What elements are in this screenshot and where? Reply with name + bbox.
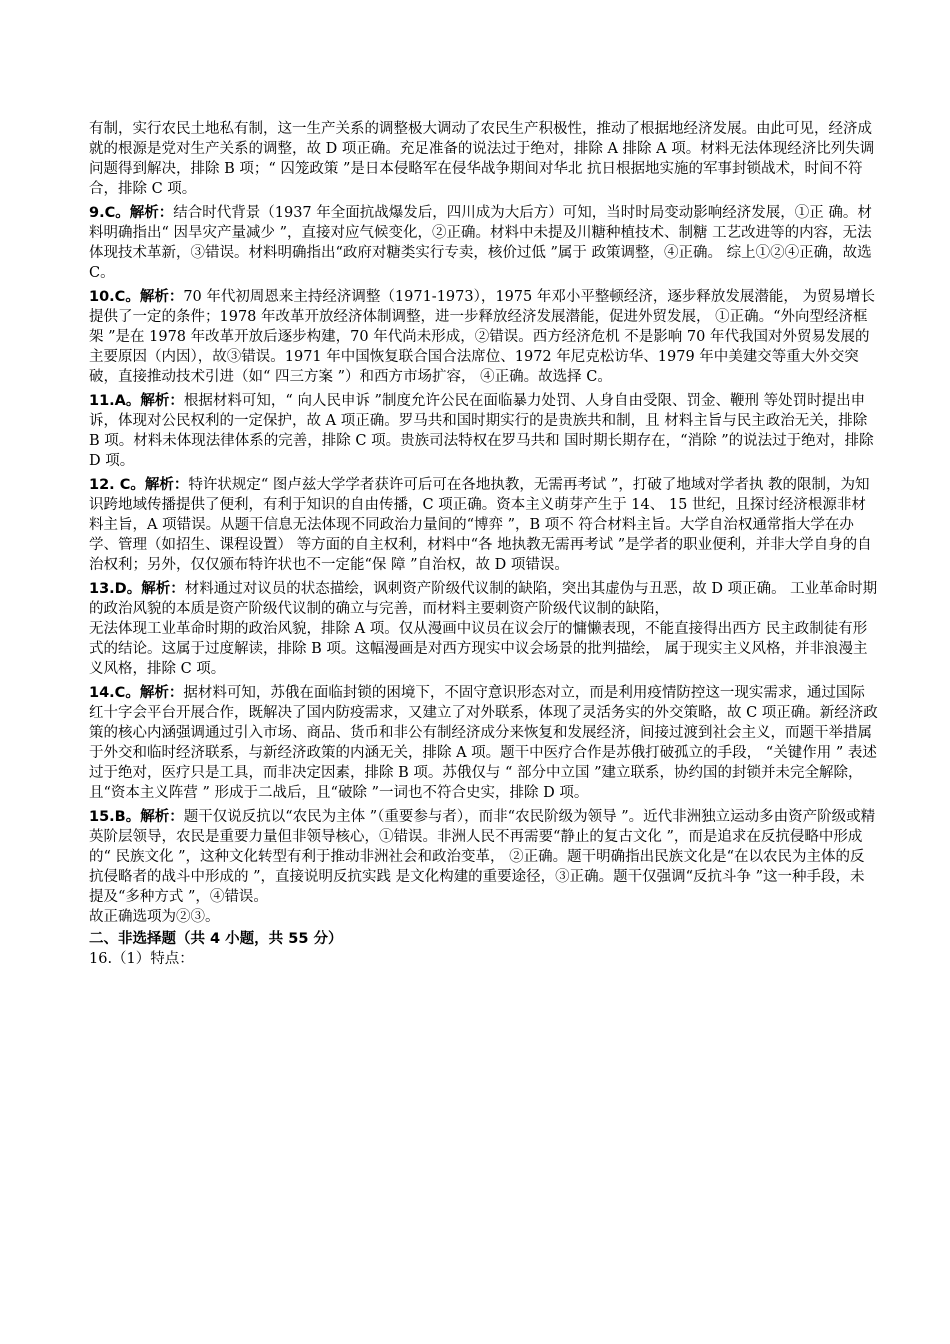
- answer-9: [89, 203, 879, 283]
- answer-13-text: 材料通过对议员的状态描绘，讽刺资产阶级代议制的缺陷，突出其虚伪与丑恶，故 D 项正确。 工业革命时期的政治风貌的本质是资产阶级代议制的确立与完善，而材料主要刺资产阶级代议制的缺陷，: [89, 581, 878, 617]
- answer-13-label: 13.D。解析：: [89, 581, 185, 597]
- intro-paragraph: 有制，实行农民土地私有制，这一生产关系的调整极大调动了农民生产积极性，推动了根据地经济发展。由此可见，经济成就的根源是党对生产关系的调整，故 D 项正确。充足准备的说法过于绝对，排除 A 排除 A 项。材料无法体现经济比列失调问题得到解决，排除 B 项；“ 囚笼政策 ”是日本侵略军在侵华战争期间对华北 抗日根据地实施的军事封锁战术，时间不符合，排除 C 项。: [89, 121, 875, 197]
- answer-10-label: 10.C。解析：: [89, 289, 184, 305]
- answer-9-text: 结合时代背景（1937 年全面抗战爆发后，四川成为大后方）可知，当时时局变动影响经济发展，①正 确。材料明确指出“ 因旱灾产量减少 ”，直接对应气候变化，②正确。材料中未提及川糖种植技术、制糖 工艺改进等的内容，无法体现技术革新，③错误。材料明确指出“政府对糖类实行专卖，核价过低 ”属于 政策调整，④正确。 综上①②④正确，故选 C。: [89, 205, 872, 281]
- answer-15-label: 15.B。解析：: [89, 809, 184, 825]
- section-title: 二、非选择题（共 4 小题，共 55 分）: [89, 931, 343, 947]
- answer-14-text: 据材料可知，苏俄在面临封锁的困境下，不固守意识形态对立，而是利用疫情防控这一现实需求，通过国际红十字会平台开展合作，既解决了国内防疫需求，又建立了对外联系，体现了灵活务实的外交策略，故 C 项正确。新经济政策的核心内涵强调通过引入市场、商品、货币和非公有制经济成分来恢复和发展经济，间接过渡到社会主义，而题干举措属于外交和临时经济联系，与新经济政策的内涵无关，排除 A 项。题干中医疗合作是苏俄打破孤立的手段， “关键作用 ” 表述过于绝对，医疗只是工具，而非决定因素，排除 B 项。苏俄仅与 “ 部分中立国 ”建立联系，协约国的封锁并未完全解除，且“资本主义阵营 ” 形成于二战后，且“破除 ”一词也不符合史实，排除 D 项。: [89, 685, 878, 801]
- answer-9-label: 9.C。解析：: [89, 205, 174, 221]
- answer-11-text: 根据材料可知，“ 向人民申诉 ”制度允许公民在面临暴力处罚、人身自由受限、罚金、鞭刑 等处罚时提出申诉，体现对公民权利的一定保护，故 A 项正确。罗马共和国时期实行的是贵族共和制，且 材料主旨与民主政治无关，排除 B 项。材料未体现法律体系的完善，排除 C 项。贵族司法特权在罗马共和 国时期长期存在，“消除 ”的说法过于绝对，排除 D 项。: [89, 393, 874, 469]
- answer-14-label: 14.C。解析：: [89, 685, 184, 701]
- answer-11: [89, 391, 879, 471]
- answer-13: [89, 579, 879, 619]
- answer-10-text: 70 年代初周恩来主持经济调整（1971-1973），1975 年邓小平整顿经济，逐步释放发展潜能， 为贸易增长提供了一定的条件；1978 年改革开放经济体制调整，进一步释放经济发展潜能，促进外贸发展， ①正确。“外向型经济框架 ”是在 1978 年改革开放后逐步构建，70 年代尚未形成，②错误。西方经济危机 不是影响 70 年代我国对外贸易发展的主要原因（内因），故③错误。1971 年中国恢复联合国合法席位、1972 年尼克松访华、1979 年中美建交等重大外交突破，直接推动技术引进（如“ 四三方案 ”）和西方市场扩容， ④正确。故选择 C。: [89, 289, 875, 385]
- answer-12-text: 特许状规定“ 图卢兹大学学者获许可后可在各地执教，无需再考试 ”，打破了地域对学者执 教的限制，为知识跨地域传播提供了便利，有利于知识的自由传播，C 项正确。资本主义萌芽产生于 14、 15 世纪，且探讨经济根源非材料主旨，A 项错误。从题干信息无法体现不同政治力量间的“博弈 ”，B 项不 符合材料主旨。大学自治权通常指大学在办学、管理（如招生、课程设置） 等方面的自主权利，材料中“各 地执教无需再考试 ”是学者的职业便利，并非大学自身的自治权利；另外，仅仅颁布特许状也不一定能“保 障 ”自治权，故 D 项错误。: [89, 477, 872, 573]
- answer-12-label: 12. C。解析：: [89, 477, 189, 493]
- question-16-heading: 16.（1）特点：: [89, 951, 194, 967]
- answer-15-conclusion: 故正确选项为②③。: [89, 909, 220, 925]
- answer-content: [89, 119, 879, 969]
- answer-15-text: 题干仅说反抗以“农民为主体 ”（重要参与者），而非“农民阶级为领导 ”。近代非洲独立运动多由资产阶级或精英阶层领导，农民是重要力量但非领导核心，①错误。非洲人民不再需要“静止的复古文化 ”，而是追求在反抗侵略中形成的“ 民族文化 ”，这种文化转型有利于推动非洲社会和政治变革， ②正确。题干明确指出民族文化是“在以农民为主体的反抗侵略者的战斗中形成的 ”，直接说明反抗实践 是文化构建的重要途径，③正确。题干仅强调“反抗斗争 ”这一种手段，未提及“多种方式 ”，④错误。: [89, 809, 876, 905]
- answer-15: [89, 807, 879, 907]
- answer-13-continuation: 无法体现工业革命时期的政治风貌，排除 A 项。仅从漫画中议员在议会厅的慵懒表现，不能直接得出西方 民主政制徒有形式的结论。这属于过度解读，排除 B 项。这幅漫画是对西方现实中议会场景的批判描绘， 属于现实主义风格，并非浪漫主义风格，排除 C 项。: [89, 621, 868, 677]
- answer-14: [89, 683, 879, 803]
- answer-11-label: 11.A。解析：: [89, 393, 184, 409]
- answer-12: [89, 475, 879, 575]
- answer-10: [89, 287, 879, 387]
